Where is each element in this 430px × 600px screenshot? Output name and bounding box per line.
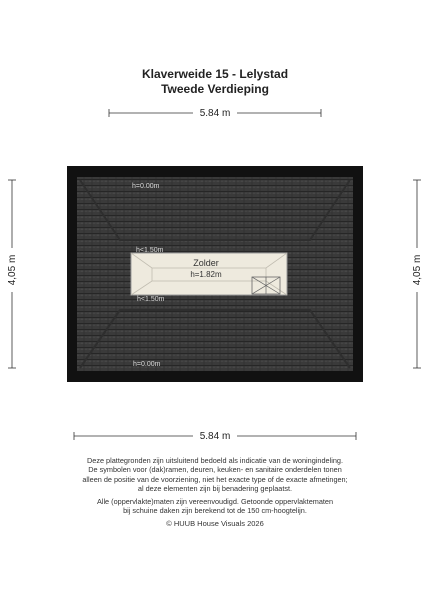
height-ridge-top: h=0.00m xyxy=(132,183,160,190)
disclaimer-line: alleen de positie van de voorziening, niet het exacte type of de exacte afmetingen; xyxy=(82,474,348,484)
room-zolder xyxy=(131,253,287,295)
plan-address: Klaverweide 15 - Lelystad xyxy=(141,67,289,81)
disclaimer-text-2 xyxy=(20,497,410,516)
dimension-height-left xyxy=(5,180,19,368)
dimension-width-top xyxy=(109,106,321,119)
copyright: © HUUB House Visuals 2026 xyxy=(166,519,264,528)
room-name: Zolder xyxy=(193,258,219,268)
disclaimer-line: Alle (oppervlakte)maten zijn vereenvoudigd. Getoonde oppervlaktematen xyxy=(96,497,334,506)
disclaimer-line: bij schuine daken zijn berekend tot de 150 cm-hoogtelijn. xyxy=(123,506,307,516)
disclaimer-line: al deze elementen zijn bij benadering geplaatst. xyxy=(137,484,293,494)
dimension-height-right xyxy=(410,180,424,368)
dimension-width-top-label: 5.84 m xyxy=(199,108,231,119)
disclaimer-line: Deze plattegronden zijn uitsluitend bedoeld als indicatie van de woningindeling. xyxy=(87,456,343,465)
height-limit-top: h<1.50m xyxy=(136,247,164,254)
height-limit-bottom: h<1.50m xyxy=(137,296,165,303)
plan-floor: Tweede Verdieping xyxy=(161,82,269,96)
dimension-height-left-label: 4,05 m xyxy=(7,254,18,286)
height-ridge-bottom: h=0.00m xyxy=(133,361,161,368)
dimension-height-right-label: 4,05 m xyxy=(412,254,423,286)
dimension-width-bottom xyxy=(74,429,356,442)
disclaimer-line: De symbolen voor (dak)ramen, deuren, keuken- en sanitaire onderdelen tonen xyxy=(88,465,342,475)
room-height: h=1.82m xyxy=(190,270,222,279)
dimension-width-bottom-label: 5.84 m xyxy=(199,431,231,442)
disclaimer-text xyxy=(20,456,410,494)
